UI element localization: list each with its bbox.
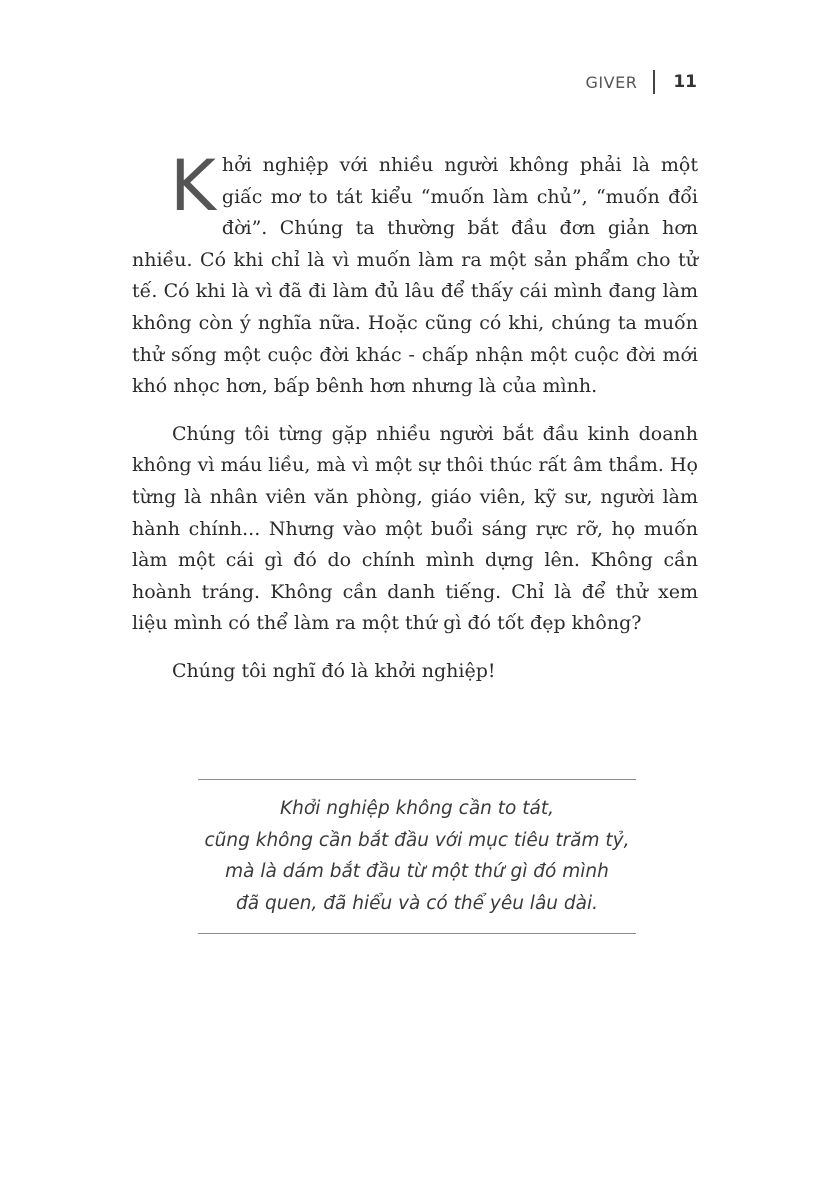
body-text — [132, 145, 698, 704]
drop-cap: K — [170, 145, 216, 227]
paragraph: Chúng tôi nghĩ đó là khởi nghiệp! — [172, 659, 496, 682]
paragraph-text: hởi nghiệp với nhiều người không phải là một giấc mơ to tát kiểu “muốn làm chủ”, “muốn đổi đời”. Chúng ta thường bắt đầu đơn giản hơn nhiều. Có khi chỉ là vì muốn làm ra một sản phẩm cho tử tế. Có khi là vì đã đi làm đủ lâu để thấy cái mình đang làm không còn ý nghĩa nữa. Hoặc cũng có khi, chúng ta muốn thử sống một cuộc đời khác - chấp nhận một cuộc đời mới khó nhọc hơn, bấp bênh hơn nhưng là của mình. — [132, 154, 698, 398]
pull-quote — [198, 779, 636, 934]
paragraph: Chúng tôi từng gặp nhiều người bắt đầu kinh doanh không vì máu liều, mà vì một sự thôi thúc rất âm thầm. Họ từng là nhân viên văn phòng, giáo viên, kỹ sư, người làm hành chính... Nhưng vào một buổi sáng rực rỡ, họ muốn làm một cái gì đó do chính mình dựng lên. Không cần hoành tráng. Không cần danh tiếng. Chỉ là để thử xem liệu mình có thể làm ra một thứ gì đó tốt đẹp không? — [132, 422, 698, 635]
running-header — [586, 70, 697, 94]
running-title: GIVER — [585, 72, 638, 92]
pull-quote-line: Khởi nghiệp không cần to tát, — [280, 798, 554, 819]
paragraph — [132, 145, 698, 403]
pull-quote-line: mà là dám bắt đầu từ một thứ gì đó mình — [225, 861, 609, 882]
header-divider — [653, 70, 655, 94]
page-number: 11 — [673, 72, 697, 92]
pull-quote-line: đã quen, đã hiểu và có thể yêu lâu dài. — [235, 892, 598, 914]
pull-quote-line: cũng không cần bắt đầu với mục tiêu trăm tỷ, — [204, 829, 630, 851]
